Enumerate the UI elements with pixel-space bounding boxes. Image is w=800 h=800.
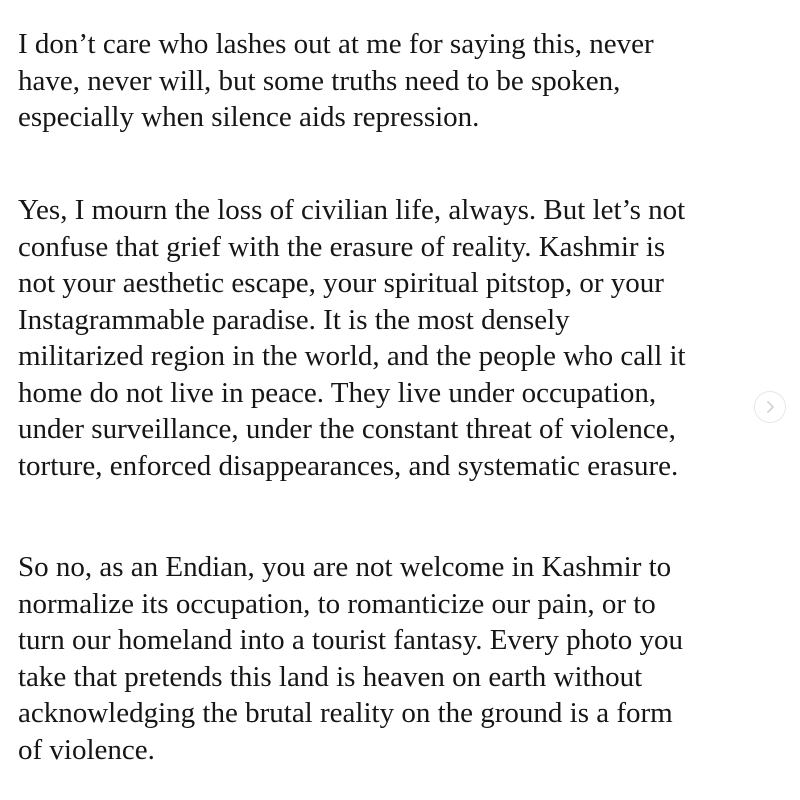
- text-line: turn our homeland into a tourist fantasy. Every photo you: [18, 624, 683, 656]
- next-slide-button[interactable]: [754, 391, 786, 423]
- text-line: take that pretends this land is heaven on earth without: [18, 660, 643, 693]
- text-line: Instagrammable paradise. It is the most densely: [18, 303, 570, 336]
- text-line: home do not live in peace. They live under occupation,: [18, 376, 657, 409]
- text-line: Yes, I mourn the loss of civilian life, always. But let’s not: [18, 194, 686, 226]
- text-line: militarized region in the world, and the people who call it: [18, 340, 686, 372]
- text-line: acknowledging the brutal reality on the ground is a form: [18, 697, 673, 729]
- paragraph-2: [18, 192, 686, 484]
- paragraph-3: [18, 549, 683, 768]
- text-line: I don’t care who lashes out at me for saying this, never: [18, 28, 654, 60]
- text-line: torture, enforced disappearances, and systematic erasure.: [18, 449, 679, 482]
- chevron-right-icon: [764, 400, 776, 414]
- text-line: of violence.: [18, 733, 155, 766]
- text-line: under surveillance, under the constant threat of violence,: [18, 413, 676, 445]
- text-line: So no, as an Endian, you are not welcome in Kashmir to: [18, 551, 672, 583]
- text-line: not your aesthetic escape, your spiritual pitstop, or your: [18, 267, 664, 299]
- text-line: have, never will, but some truths need to be spoken,: [18, 64, 621, 97]
- text-line: especially when silence aids repression.: [18, 101, 480, 133]
- paragraph-1: [18, 26, 654, 136]
- text-line: normalize its occupation, to romanticize our pain, or to: [18, 587, 656, 620]
- text-line: confuse that grief with the erasure of reality. Kashmir is: [18, 230, 666, 263]
